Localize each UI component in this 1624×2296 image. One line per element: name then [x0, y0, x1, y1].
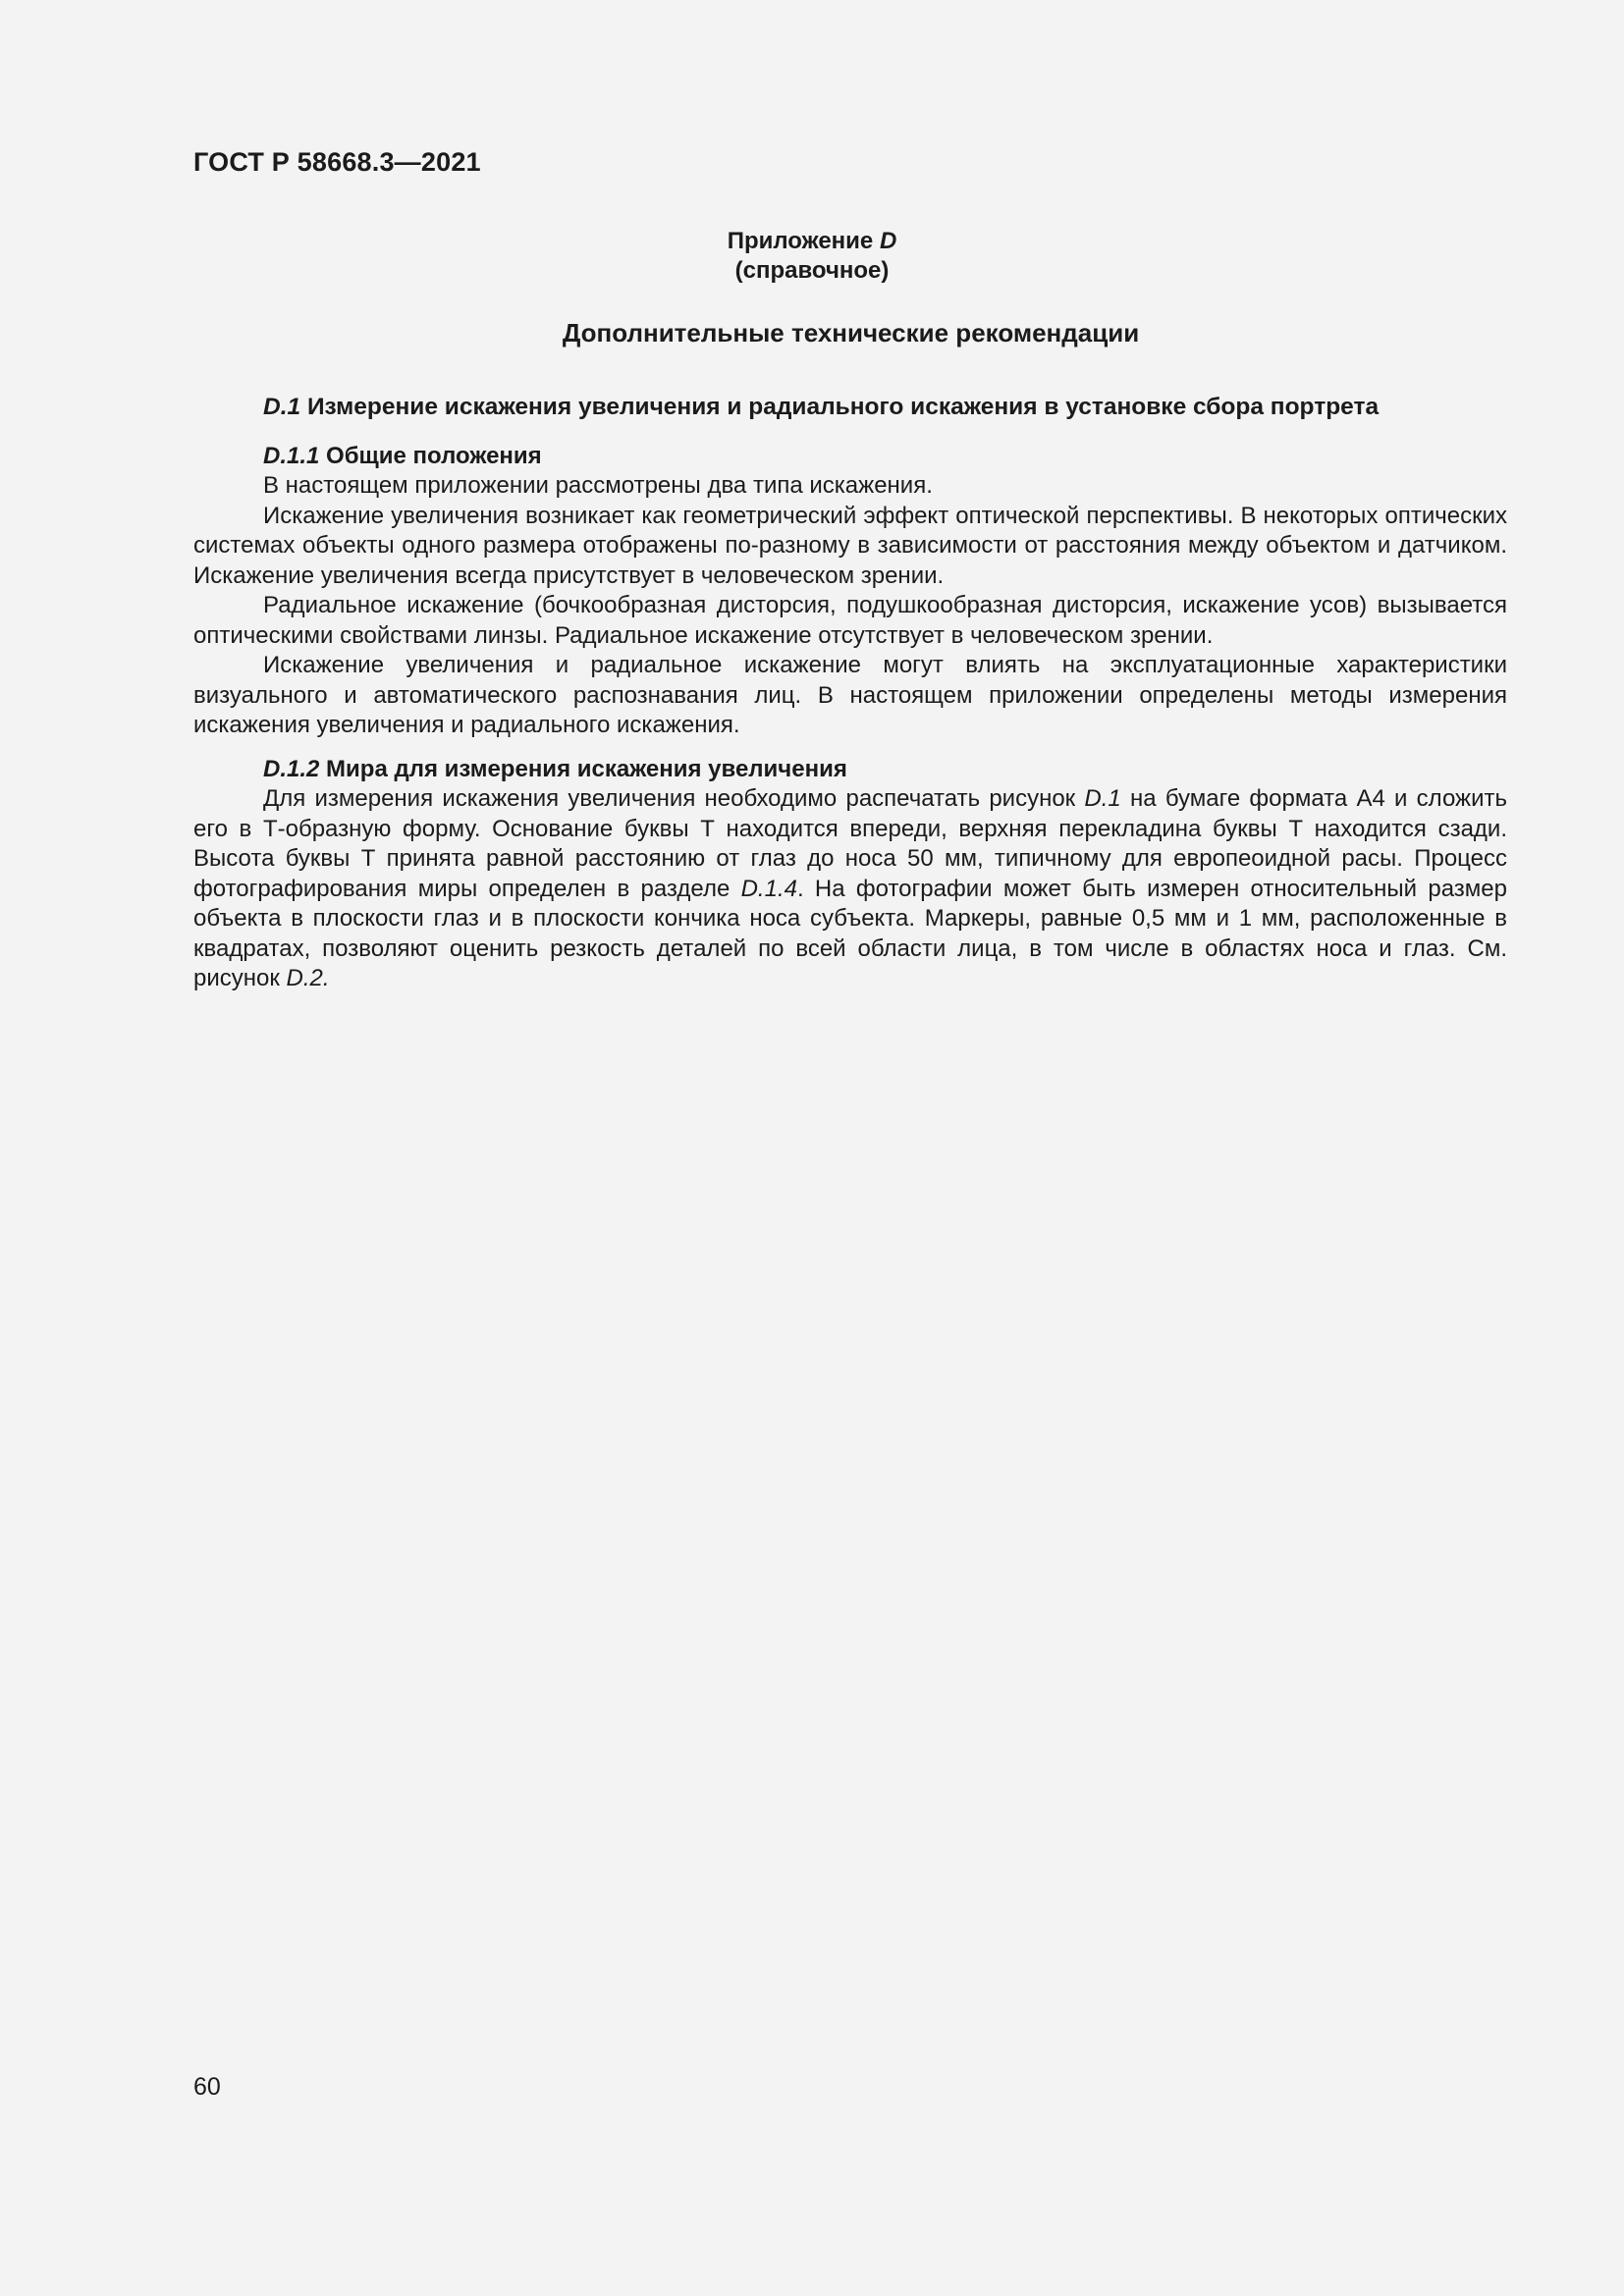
section-d1-title: Измерение искажения увеличения и радиального искажения в установке сбора портрета [300, 394, 1380, 420]
section-d11-heading [193, 442, 1507, 472]
page-number: 60 [193, 2073, 221, 2101]
paragraph: В настоящем приложении рассмотрены два типа искажения. [263, 472, 933, 499]
section-d12-title: Мира для измерения искажения увеличения [319, 755, 847, 782]
text-run: на бумаге формата А4 и сложить его в Т-образную форму. Основание буквы Т находится впереди, верхняя перекладина буквы Т находится сзади. Высота буквы Т принята равной расстоянию от глаз до носа 50 мм, типичному для европеоидной расы. Процесс фотографирования миры определен в разделе [193, 785, 1507, 902]
figure-reference: D.1 [1084, 785, 1121, 812]
paragraph: Искажение увеличения и радиальное искажение могут влиять на эксплуатационные характеристики визуального и автоматического распознавания лиц. В настоящем приложении определены методы измерения искажения увеличения и радиального искажения. [193, 652, 1507, 738]
paragraph: Радиальное искажение (бочкообразная дисторсия, подушкообразная дисторсия, искажение усов) вызывается оптическими свойствами линзы. Радиальное искажение отсутствует в человеческом зрении. [193, 592, 1507, 649]
document-code: ГОСТ Р 58668.3—2021 [193, 147, 481, 177]
section-d11-number: D.1.1 [263, 442, 320, 469]
paragraph: Искажение увеличения возникает как геометрический эффект оптической перспективы. В некоторых оптических системах объекты одного размера отображены по-разному в зависимости от расстояния между объектом и датчиком. Искажение увеличения всегда присутствует в человеческом зрении. [193, 502, 1507, 589]
text-run: Для измерения искажения увеличения необходимо распечатать рисунок [263, 785, 1085, 812]
section-d1-number: D.1 [263, 394, 301, 420]
annex-label [0, 227, 1624, 256]
document-body [193, 393, 1507, 994]
text-run: . На фотографии может быть измерен относительный размер объекта в плоскости глаз и в плоскости кончика носа субъекта. Маркеры, равные 0,5 мм и 1 мм, расположенные в квадратах, позволяют оценить резкость деталей по всей области лица, в том числе в областях носа и глаз. См. рисунок [193, 875, 1507, 991]
section-d11-title: Общие положения [319, 442, 542, 469]
annex-heading: Дополнительные технические рекомендации [562, 318, 1140, 347]
section-d12-number: D.1.2 [263, 755, 320, 782]
annex-letter: D [879, 228, 897, 254]
section-reference: D.1.4 [740, 875, 797, 902]
annex-label-text: Приложение [727, 228, 874, 254]
annex-kind: (справочное) [734, 257, 890, 284]
paragraph [193, 784, 1507, 994]
section-d1-heading [193, 393, 1507, 423]
figure-reference: D.2. [286, 965, 330, 991]
section-d12-heading [193, 755, 1507, 785]
